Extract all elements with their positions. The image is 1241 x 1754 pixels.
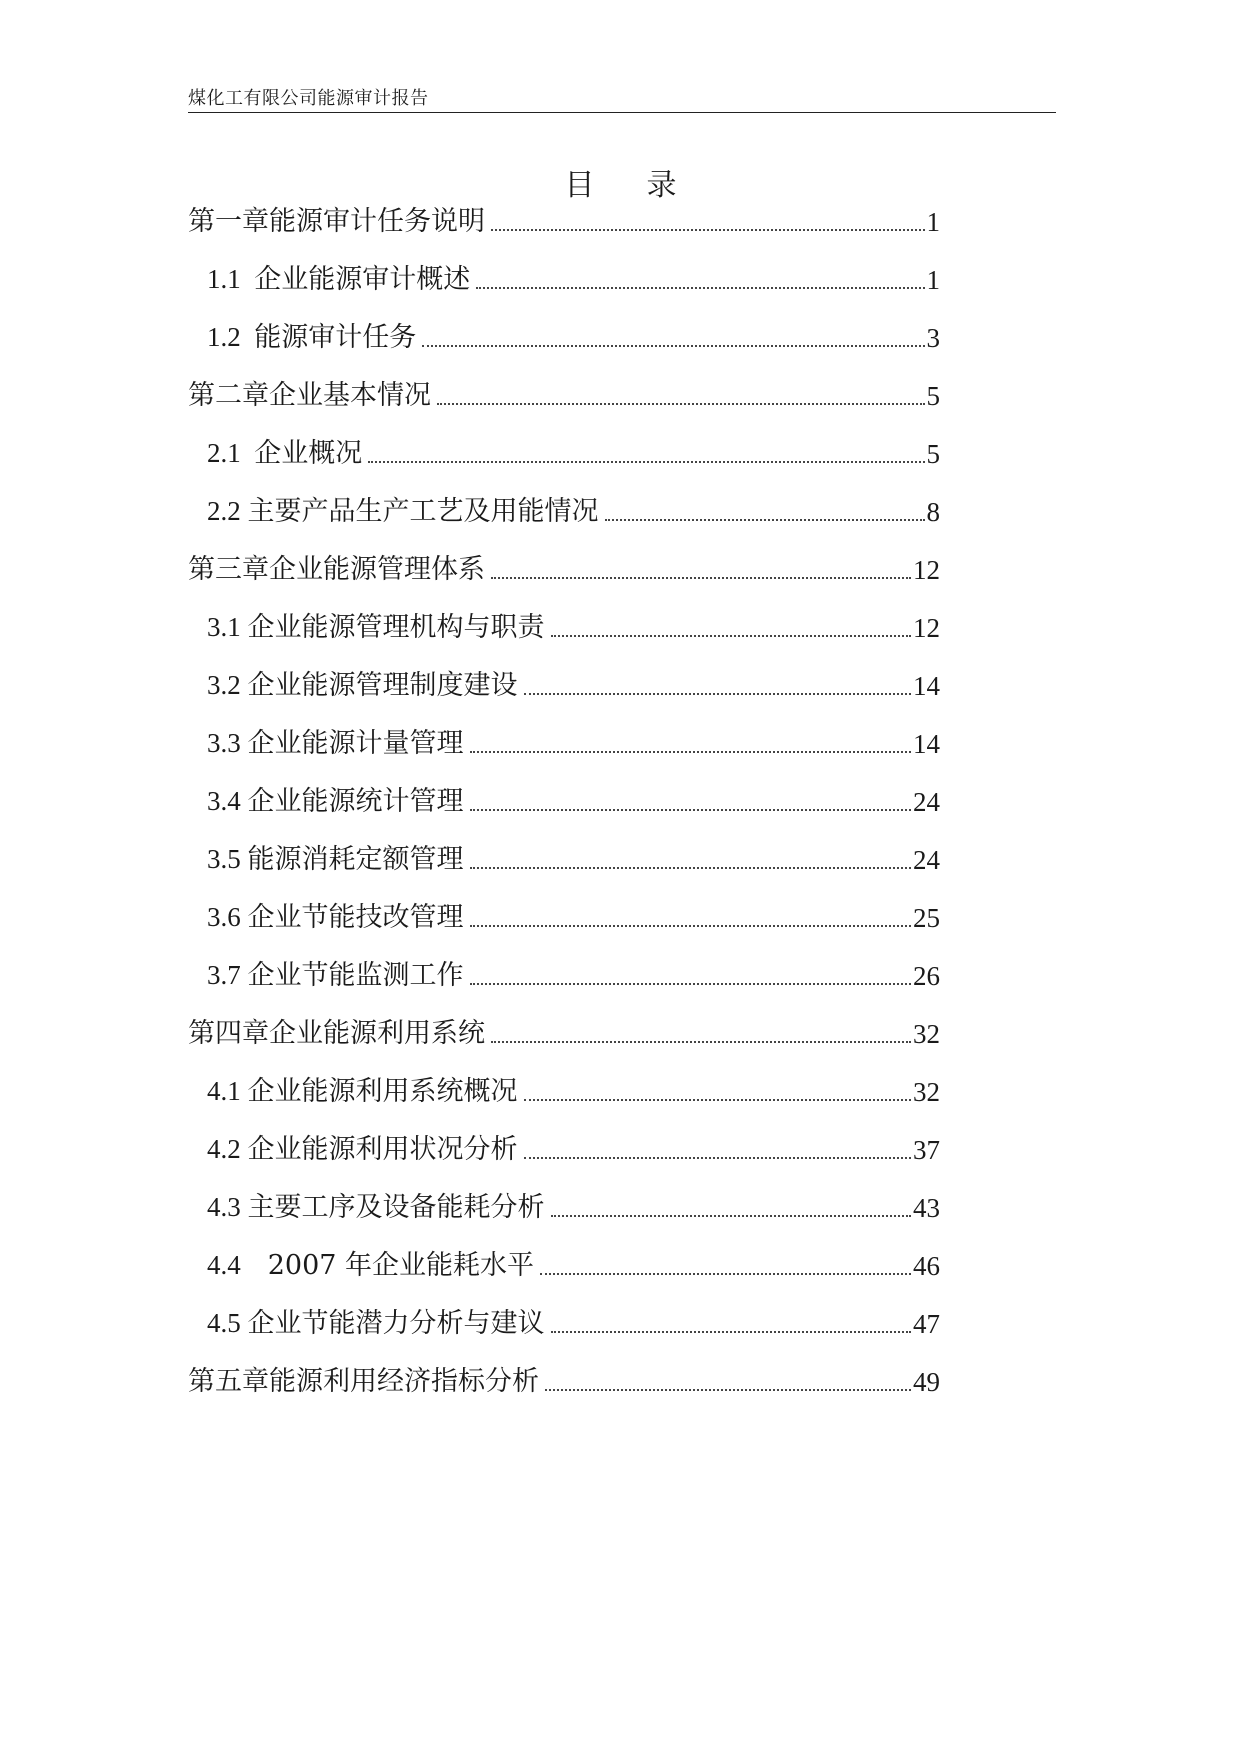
dot-leader [476,287,924,289]
toc-entry-page: 1 [926,207,940,237]
toc-entry-section-4-5[interactable] [207,1304,940,1344]
toc-entry-chapter-1[interactable] [188,202,940,242]
toc-entry-text: 企业能源管理制度建设 [247,670,518,701]
dot-leader [491,1041,911,1043]
toc-entry-number: 4.2 [207,1134,248,1164]
toc-entry-text: 企业能源利用系统概况 [247,1076,518,1107]
toc-title-char-1: 目 [564,168,595,203]
toc-entry-text: 企业能源审计概述 [254,264,471,295]
toc-entry-number: 1.2 [207,322,255,352]
dot-leader [551,1215,912,1217]
toc-entry-text: 企业能源管理机构与职责 [247,612,545,643]
dot-leader [470,983,912,985]
toc-entry-number: 3.3 [207,728,248,758]
dot-leader [524,1099,912,1101]
toc-entry-number: 4.1 [207,1076,248,1106]
dot-leader [551,635,912,637]
dot-leader [524,1157,912,1159]
toc-entry-page: 3 [926,323,940,353]
toc-entry-section-3-3[interactable] [207,724,940,764]
toc-entry-text: 企业节能监测工作 [247,960,464,991]
toc-entry-section-2-1[interactable] [207,434,940,474]
toc-entry-page: 24 [913,845,940,875]
toc-entry-page: 1 [926,265,940,295]
toc-entry-number: 4.4 [207,1250,268,1280]
toc-entry-page: 14 [913,729,940,759]
toc-entry-text: 第三章企业能源管理体系 [188,554,485,585]
toc-entry-section-1-1[interactable] [207,260,940,300]
toc-entry-section-3-2[interactable] [207,666,940,706]
toc-entry-number: 4.3 [207,1192,248,1222]
toc-entry-section-4-3[interactable] [207,1188,940,1228]
toc-entry-section-4-1[interactable] [207,1072,940,1112]
toc-entry-number: 2.1 [207,438,255,468]
header-title: 煤化工有限公司能源审计报告 [188,88,429,109]
toc-entry-text: 主要产品生产工艺及用能情况 [247,496,599,527]
toc-entry-page: 12 [913,555,940,585]
toc-entry-number: 3.7 [207,960,248,990]
toc-entry-section-3-6[interactable] [207,898,940,938]
toc-entry-section-1-2[interactable] [207,318,940,358]
toc-entry-chapter-4[interactable] [188,1014,940,1054]
toc-entry-page: 49 [913,1367,940,1397]
toc-entry-page: 24 [913,787,940,817]
toc-entry-text: 第五章能源利用经济指标分析 [188,1366,539,1397]
toc-title-char-2: 录 [646,168,677,203]
dot-leader [491,229,925,231]
toc-entry-page: 5 [926,439,940,469]
toc-entry-page: 8 [926,497,940,527]
toc-entry-text: 能源消耗定额管理 [247,844,464,875]
toc-entry-page: 47 [913,1309,940,1339]
toc-entry-number: 3.5 [207,844,248,874]
toc-entry-page: 32 [913,1019,940,1049]
toc-entry-number: 2.2 [207,496,248,526]
toc-entry-number: 3.1 [207,612,248,642]
toc-entry-text: 企业概况 [254,438,363,469]
dot-leader [470,867,912,869]
toc-entry-number: 3.6 [207,902,248,932]
toc-entry-page: 12 [913,613,940,643]
toc-entry-section-4-2[interactable] [207,1130,940,1170]
toc-entry-page: 5 [926,381,940,411]
toc-entry-chapter-3[interactable] [188,550,940,590]
dot-leader [605,519,925,521]
dot-leader [422,345,924,347]
toc-entry-section-3-4[interactable] [207,782,940,822]
dot-leader [545,1389,911,1391]
toc-entry-section-2-2[interactable] [207,492,940,532]
toc-entry-page: 32 [913,1077,940,1107]
toc-entry-page: 26 [913,961,940,991]
dot-leader [491,577,911,579]
dot-leader [551,1331,912,1333]
toc-entry-text: 第四章企业能源利用系统 [188,1018,485,1049]
toc-entry-section-3-5[interactable] [207,840,940,880]
toc-entry-page: 37 [913,1135,940,1165]
toc-entry-number: 3.4 [207,786,248,816]
toc-entry-number: 3.2 [207,670,248,700]
toc-entry-text: 企业能源利用状况分析 [247,1134,518,1165]
dot-leader [368,461,924,463]
toc-entry-text: 企业节能技改管理 [247,902,464,933]
toc-entry-text: 企业能源统计管理 [247,786,464,817]
toc-entry-page: 25 [913,903,940,933]
dot-leader [524,693,912,695]
toc-entry-text: 企业节能潜力分析与建议 [247,1308,545,1339]
toc-entry-text: 主要工序及设备能耗分析 [247,1192,545,1223]
toc-entry-section-4-4[interactable] [207,1246,940,1286]
toc-entry-text: 第一章能源审计任务说明 [188,206,485,237]
toc-entry-number: 4.5 [207,1308,248,1338]
toc-entry-page: 46 [913,1251,940,1281]
toc-entry-text: 企业能源计量管理 [247,728,464,759]
dot-leader [540,1273,911,1275]
toc-entry-page: 43 [913,1193,940,1223]
toc-entry-text: 2007 年企业能耗水平 [267,1250,535,1281]
toc-entry-number: 1.1 [207,264,255,294]
dot-leader [437,403,925,405]
toc-entry-page: 14 [913,671,940,701]
toc-entry-chapter-2[interactable] [188,376,940,416]
toc-entry-text: 能源审计任务 [254,322,417,353]
dot-leader [470,751,912,753]
dot-leader [470,809,912,811]
toc-entry-section-3-1[interactable] [207,608,940,648]
toc-entry-section-3-7[interactable] [207,956,940,996]
dot-leader [470,925,912,927]
toc-entry-chapter-5[interactable] [188,1362,940,1402]
toc-entry-text: 第二章企业基本情况 [188,380,431,411]
